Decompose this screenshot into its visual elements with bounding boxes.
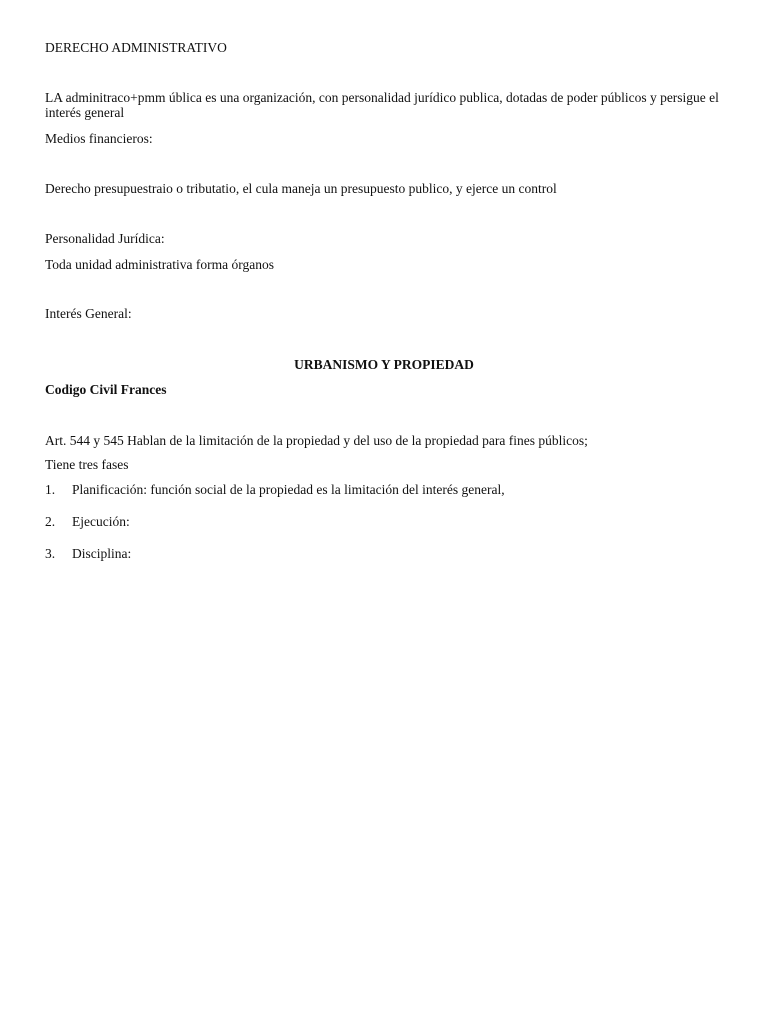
list-number: 1. xyxy=(45,482,56,497)
list-text: Planificación: función social de la propiedad es la limitación del interés general, xyxy=(72,482,505,497)
personalidad-paragraph: Toda unidad administrativa forma órganos xyxy=(45,257,274,272)
fases-label: Tiene tres fases xyxy=(45,457,129,472)
list-number: 2. xyxy=(45,514,56,529)
interes-label: Interés General: xyxy=(45,306,132,321)
list-text: Ejecución: xyxy=(72,514,130,529)
list-text: Disciplina: xyxy=(72,546,132,561)
subsection-title: Codigo Civil Frances xyxy=(45,382,167,397)
articulo-paragraph: Art. 544 y 545 Hablan de la limitación de la propiedad y del uso de la propiedad para fines públicos; xyxy=(45,433,588,448)
personalidad-label: Personalidad Jurídica: xyxy=(45,231,165,246)
list-number: 3. xyxy=(45,546,56,561)
medios-label: Medios financieros: xyxy=(45,131,153,146)
document-heading: DERECHO ADMINISTRATIVO xyxy=(45,40,227,55)
list-item xyxy=(45,482,505,497)
section-title: URBANISMO Y PROPIEDAD xyxy=(294,357,474,372)
list-item xyxy=(45,546,131,561)
intro-paragraph: LA adminitraco+pmm ública es una organización, con personalidad jurídico publica, dotadas de poder públicos y persigue el interés general xyxy=(45,90,719,120)
derecho-paragraph: Derecho presupuestraio o tributatio, el cula maneja un presupuesto publico, y ejerce un control xyxy=(45,181,557,196)
list-item xyxy=(45,514,130,529)
